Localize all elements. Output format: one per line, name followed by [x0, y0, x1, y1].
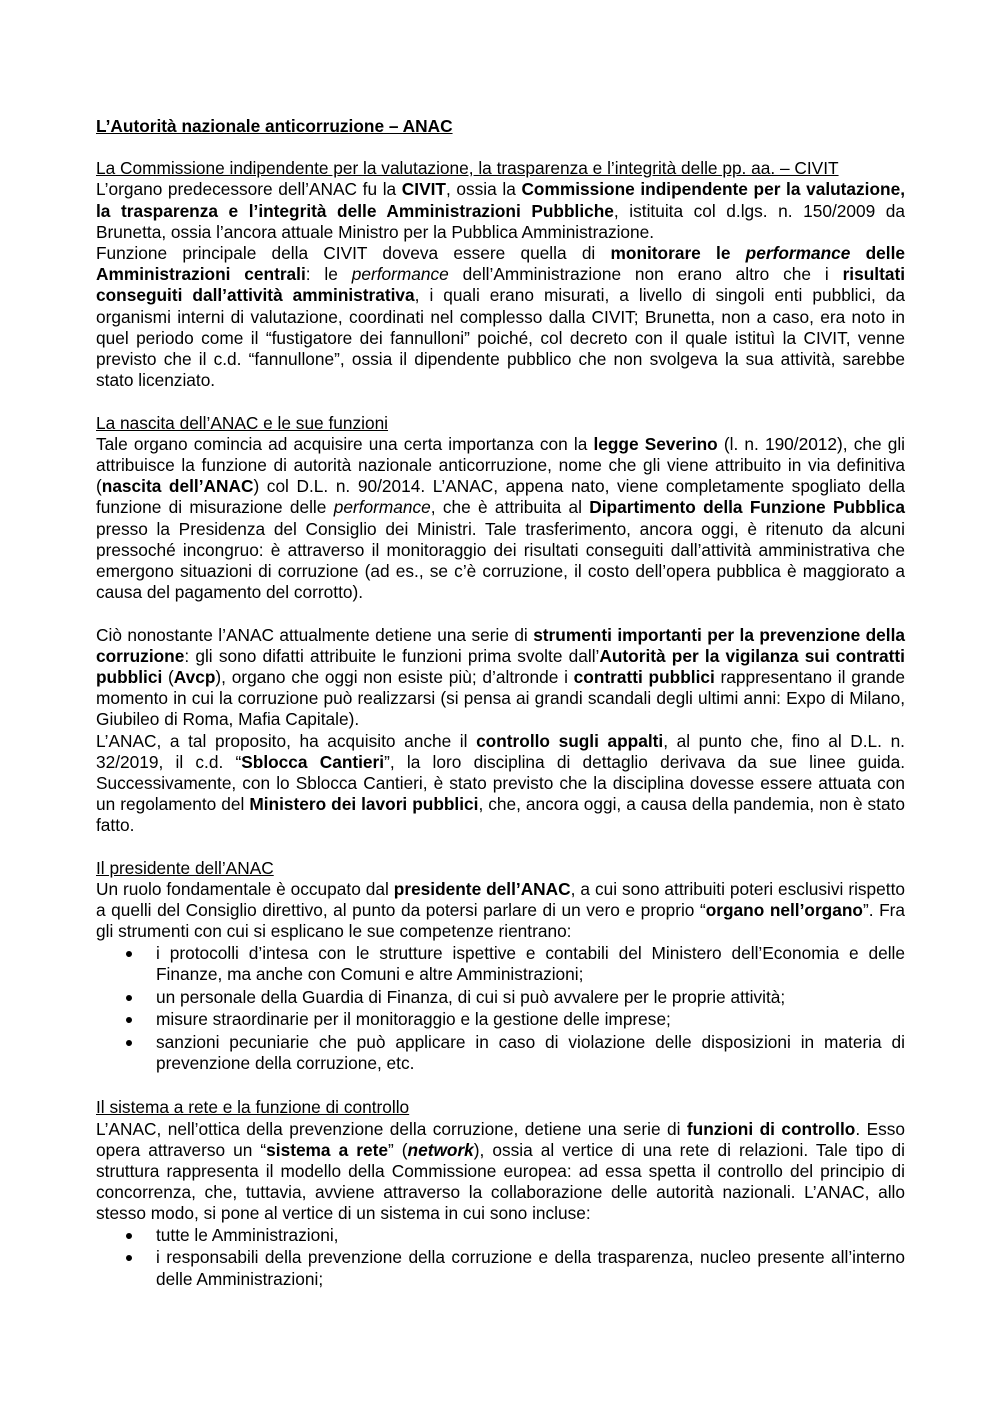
paragraph: L’ANAC, nell’ottica della prevenzione della corruzione, detiene una serie di funzioni di controllo. Esso opera attraverso un “sistema a rete” (network), ossia al vertice di una rete di relazioni. Tale tipo di struttura rappresenta il modello della Commissione europea: ad essa spetta il controllo del principio di concorrenza, che, tuttavia, avviene attraverso la collaborazione delle autorità nazionali. L’ANAC, allo stesso modo, si pone al vertice di un sistema in cui sono incluse:: [96, 1118, 905, 1224]
section-gap: [96, 1076, 905, 1097]
bullet-item: [96, 1247, 905, 1289]
section: [96, 158, 905, 391]
bullet-text: sanzioni pecuniarie che può applicare in caso di violazione delle disposizioni in materia di prevenzione della corruzione, etc.: [156, 1032, 905, 1074]
section-gap: [96, 391, 905, 412]
bullet-list: [96, 1225, 905, 1290]
bullet-item: [96, 1009, 905, 1030]
paragraph-gap: [96, 603, 905, 624]
bullet-item: [96, 1225, 905, 1246]
bullet-icon: [126, 995, 132, 1001]
section-heading: Il sistema a rete e la funzione di controllo: [96, 1097, 410, 1118]
bullet-icon: [126, 1040, 132, 1046]
bullet-icon: [126, 951, 132, 957]
bullet-text: tutte le Amministrazioni,: [156, 1224, 339, 1245]
section: [96, 1097, 905, 1289]
paragraph: Funzione principale della CIVIT doveva essere quella di monitorare le performance delle Amministrazioni centrali: le performance dell’Amministrazione non erano altro che i risultati conseguiti dall’attività amministrativa, i quali erano misurati, a livello di singoli enti pubblici, da organismi interni di valutazione, coordinati nel complesso dalla CIVIT; Brunetta, non a caso, era noto in quel periodo come il “fustigatore dei fannulloni” poiché, col decreto con il quale istituì la CIVIT, venne previsto che il c.d. “fannullone”, ossia il dipendente pubblico che non svolgeva la sua attività, sarebbe stato licenziato.: [96, 243, 905, 391]
bullet-text: i responsabili della prevenzione della corruzione e della trasparenza, nucleo presente all’interno delle Amministrazioni;: [156, 1247, 905, 1289]
section: [96, 858, 905, 1075]
bullet-list: [96, 943, 905, 1075]
section-gap: [96, 837, 905, 858]
paragraph: Ciò nonostante l’ANAC attualmente detiene una serie di strumenti importanti per la prevenzione della corruzione: gli sono difatti attribuite le funzioni prima svolte dall’Autorità per la vigilanza sui contratti pubblici (Avcp), organo che oggi non esiste più; d’altronde i contratti pubblici rappresentano il grande momento in cui la corruzione può realizzarsi (si pensa ai grandi scandali degli ultimi anni: Expo di Milano, Giubileo di Roma, Mafia Capitale).: [96, 624, 905, 730]
bullet-icon: [126, 1255, 132, 1261]
paragraph: Un ruolo fondamentale è occupato dal presidente dell’ANAC, a cui sono attribuiti poteri esclusivi rispetto a quelli del Consiglio direttivo, al punto da potersi parlare di un vero e proprio “organo nell’organo”. Fra gli strumenti con cui si esplicano le sue competenze rientrano:: [96, 879, 905, 942]
bullet-item: [96, 987, 905, 1008]
paragraph: Tale organo comincia ad acquisire una certa importanza con la legge Severino (l. n. 190/2012), che gli attribuisce la funzione di autorità nazionale anticorruzione, nome che gli viene attribuito in via definitiva (nascita dell’ANAC) col D.L. n. 90/2014. L’ANAC, appena nato, viene completamente spogliato della funzione di misurazione delle performance, che è attribuita al Dipartimento della Funzione Pubblica presso la Presidenza del Consiglio dei Ministri. Tale trasferimento, ancora oggi, è ritenuto da alcuni pressoché incongruo: è attraverso il monitoraggio dei risultati conseguiti dall’attività amministrativa che emergono situazioni di corruzione (ad es., se c’è corruzione, il costo dell’opera pubblica è maggiorato a causa del pagamento del corrotto).: [96, 433, 906, 603]
bullet-text: misure straordinarie per il monitoraggio e la gestione delle imprese;: [156, 1009, 671, 1030]
section-heading: Il presidente dell’ANAC: [96, 857, 274, 878]
bullet-item: [96, 943, 905, 985]
paragraph: L’organo predecessore dell’ANAC fu la CIVIT, ossia la Commissione indipendente per la valutazione, la trasparenza e l’integrità delle Amministrazioni Pubbliche, istituita col d.lgs. n. 150/2009 da Brunetta, ossia l’ancora attuale Ministro per la Pubblica Amministrazione.: [96, 179, 906, 242]
bullet-text: un personale della Guardia di Finanza, di cui si può avvalere per le proprie attività;: [156, 986, 786, 1007]
bullet-text: i protocolli d’intesa con le strutture ispettive e contabili del Ministero dell’Economia e delle Finanze, ma anche con Comuni e altre Amministrazioni;: [156, 942, 905, 984]
section-heading: La Commissione indipendente per la valutazione, la trasparenza e l’integrità delle pp. aa. – CIVIT: [96, 158, 839, 179]
document-body: [96, 158, 905, 1290]
paragraph: L’ANAC, a tal proposito, ha acquisito anche il controllo sugli appalti, al punto che, fino al D.L. n. 32/2019, il c.d. “Sblocca Cantieri”, la loro disciplina di dettaglio derivava da sue linee guida. Successivamente, con lo Sblocca Cantieri, è stato previsto che la disciplina dovesse essere attuata con un regolamento del Ministero dei lavori pubblici, che, ancora oggi, a causa della pandemia, non è stato fatto.: [96, 730, 906, 836]
bullet-item: [96, 1032, 905, 1074]
document-title: L’Autorità nazionale anticorruzione – ANAC: [96, 116, 453, 136]
section: [96, 413, 905, 837]
section-heading: La nascita dell’ANAC e le sue funzioni: [96, 412, 389, 433]
document-page: [96, 116, 905, 1291]
bullet-icon: [126, 1017, 132, 1023]
bullet-icon: [126, 1233, 132, 1239]
